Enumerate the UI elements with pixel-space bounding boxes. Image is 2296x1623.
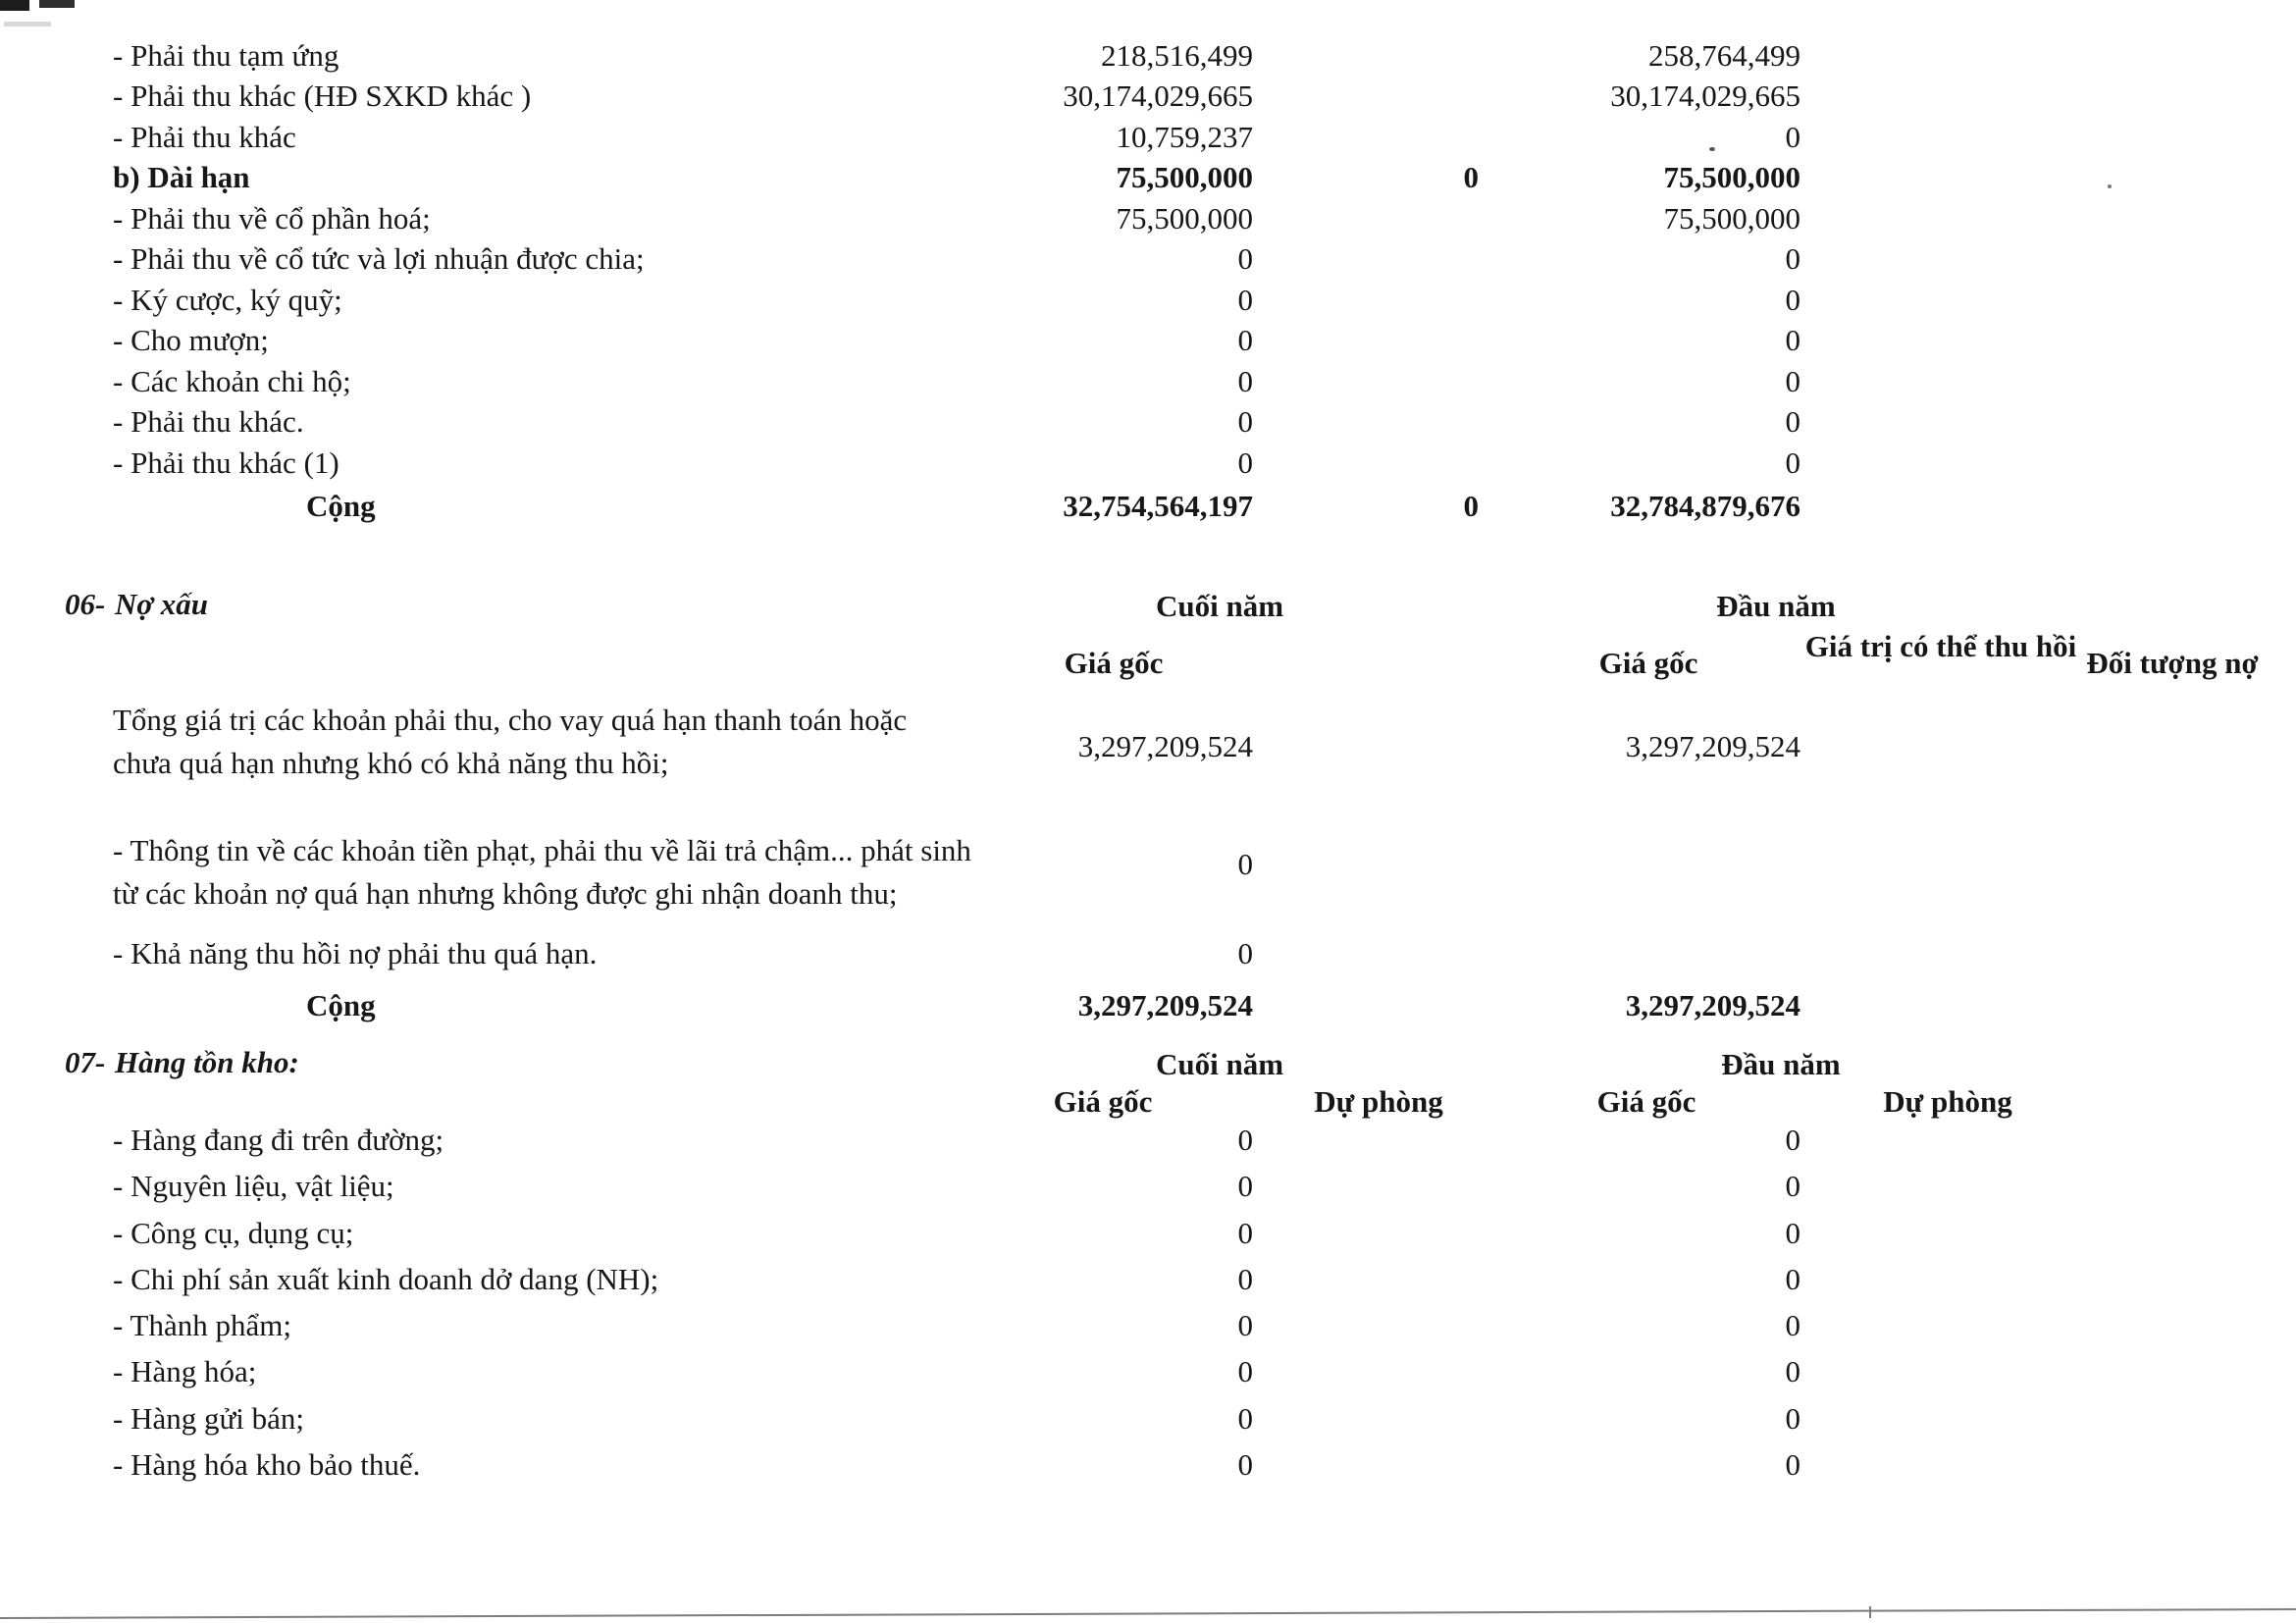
column-header-cost-end: Giá gốc [1053,1084,1153,1119]
value-begin-period: 0 [1785,1123,1800,1157]
row-label: - Công cụ, dụng cụ; [113,1216,354,1250]
value-end-period: 0 [1237,323,1253,357]
row-label: Tổng giá trị các khoản phải thu, cho vay quá hạn thanh toán hoặc chưa quá hạn nhưng khó có khả năng thu hồi; [113,703,908,780]
value-begin-period: 0 [1785,241,1800,276]
value-end-period: 0 [1237,445,1253,480]
value-begin-period: 258,764,499 [1648,38,1800,73]
value-end-period: 75,500,000 [1116,160,1253,194]
total-begin-period: 3,297,209,524 [1625,988,1800,1022]
value-begin-period: 0 [1785,1401,1800,1436]
section-code: 06- [65,587,106,621]
scan-speck [2108,184,2112,188]
value-end-period: 0 [1237,847,1253,881]
value-begin-period: 0 [1785,323,1800,357]
row-label-long-term: b) Dài hạn [113,160,250,194]
total-end-period: 32,754,564,197 [1063,489,1253,523]
value-end-period: 0 [1237,283,1253,317]
section-code: 07- [65,1045,106,1079]
total-begin-period: 32,784,879,676 [1610,489,1800,523]
value-begin-period: 0 [1785,1169,1800,1203]
row-label: - Hàng gửi bán; [113,1401,305,1436]
row-label: - Phải thu về cổ phần hoá; [113,201,431,236]
value-end-period: 0 [1237,936,1253,970]
total-end-period: 3,297,209,524 [1077,988,1253,1022]
value-begin-period: 0 [1785,404,1800,439]
scan-line-tick [1869,1606,1871,1618]
scan-line-bottom [0,1608,2296,1619]
value-begin-period: 0 [1785,1262,1800,1296]
column-header-cost-end: Giá gốc [1064,646,1164,680]
value-begin-period: 30,174,029,665 [1610,79,1800,113]
row-label: - Phải thu khác [113,120,296,154]
row-label: - Phải thu khác (HĐ SXKD khác ) [113,79,532,113]
row-label: - Thành phẩm; [113,1308,291,1342]
row-label: - Nguyên liệu, vật liệu; [113,1169,394,1203]
row-label: - Thông tin về các khoản tiền phạt, phải thu về lãi trả chậm... phát sinh từ các khoản nợ quá hạn nhưng không được ghi nhận doanh thu; [113,833,971,911]
column-header-prov-end: Dự phòng [1314,1084,1443,1119]
section-title: Hàng tồn kho: [115,1045,299,1079]
value-begin-period: 3,297,209,524 [1625,729,1800,763]
row-label: - Các khoản chi hộ; [113,364,351,398]
value-end-period: 0 [1237,1308,1253,1342]
value-end-period: 30,174,029,665 [1063,79,1253,113]
total-provision: 0 [1463,489,1479,523]
value-begin-period: 75,500,000 [1663,160,1800,194]
value-end-period: 0 [1237,1123,1253,1157]
value-begin-period: 0 [1785,1308,1800,1342]
value-end-period: 0 [1237,1354,1253,1388]
value-end-period: 75,500,000 [1116,201,1253,236]
value-end-period: 218,516,499 [1101,38,1253,73]
scan-smudge-top-left-3 [4,22,51,26]
total-label: Cộng [306,988,376,1022]
value-end-period: 0 [1237,1216,1253,1250]
scan-smudge-top-left [0,0,29,11]
value-end-period: 3,297,209,524 [1077,729,1253,763]
total-label: Cộng [306,489,376,523]
row-label: - Hàng hóa; [113,1354,257,1388]
value-begin-period: 0 [1785,283,1800,317]
value-begin-period: 0 [1785,445,1800,480]
section-title: Nợ xấu [115,587,209,621]
value-end-period: 0 [1237,1447,1253,1482]
value-end-period: 0 [1237,1262,1253,1296]
row-label: - Phải thu về cổ tức và lợi nhuận được chia; [113,241,645,276]
value-begin-period: 0 [1785,1354,1800,1388]
value-end-period: 0 [1237,241,1253,276]
value-end-period: 0 [1237,364,1253,398]
column-header-begin-period: Đầu năm [1716,589,1836,623]
row-label: - Phải thu khác. [113,404,304,439]
value-end-period: 10,759,237 [1116,120,1253,154]
row-label: - Phải thu tạm ứng [113,38,339,73]
row-label: - Khả năng thu hồi nợ phải thu quá hạn. [113,936,598,970]
value-begin-period: 0 [1785,120,1800,154]
row-label: - Hàng đang đi trên đường; [113,1123,444,1157]
row-label: - Cho mượn; [113,323,269,357]
column-header-begin-period: Đầu năm [1721,1047,1841,1081]
value-begin-period: 75,500,000 [1663,201,1800,236]
column-header-recoverable: Giá trị có thể thu hồi [1804,629,2077,663]
row-label: - Hàng hóa kho bảo thuế. [113,1447,421,1482]
column-header-debtor: Đối tượng nợ [2086,646,2259,680]
value-end-period: 0 [1237,404,1253,439]
value-begin-period: 0 [1785,1216,1800,1250]
value-provision: 0 [1463,160,1479,194]
row-label: - Ký cược, ký quỹ; [113,283,342,317]
column-header-end-period: Cuối năm [1155,589,1284,623]
value-begin-period: 0 [1785,364,1800,398]
column-header-end-period: Cuối năm [1155,1047,1284,1081]
row-label: - Phải thu khác (1) [113,445,339,480]
column-header-cost-begin: Giá gốc [1598,646,1698,680]
value-begin-period: 0 [1785,1447,1800,1482]
row-label: - Chi phí sản xuất kinh doanh dở dang (NH); [113,1262,659,1296]
value-end-period: 0 [1237,1169,1253,1203]
value-end-period: 0 [1237,1401,1253,1436]
column-header-prov-begin: Dự phòng [1883,1084,2012,1119]
scan-smudge-top-left-2 [39,0,75,8]
column-header-cost-begin: Giá gốc [1596,1084,1696,1119]
